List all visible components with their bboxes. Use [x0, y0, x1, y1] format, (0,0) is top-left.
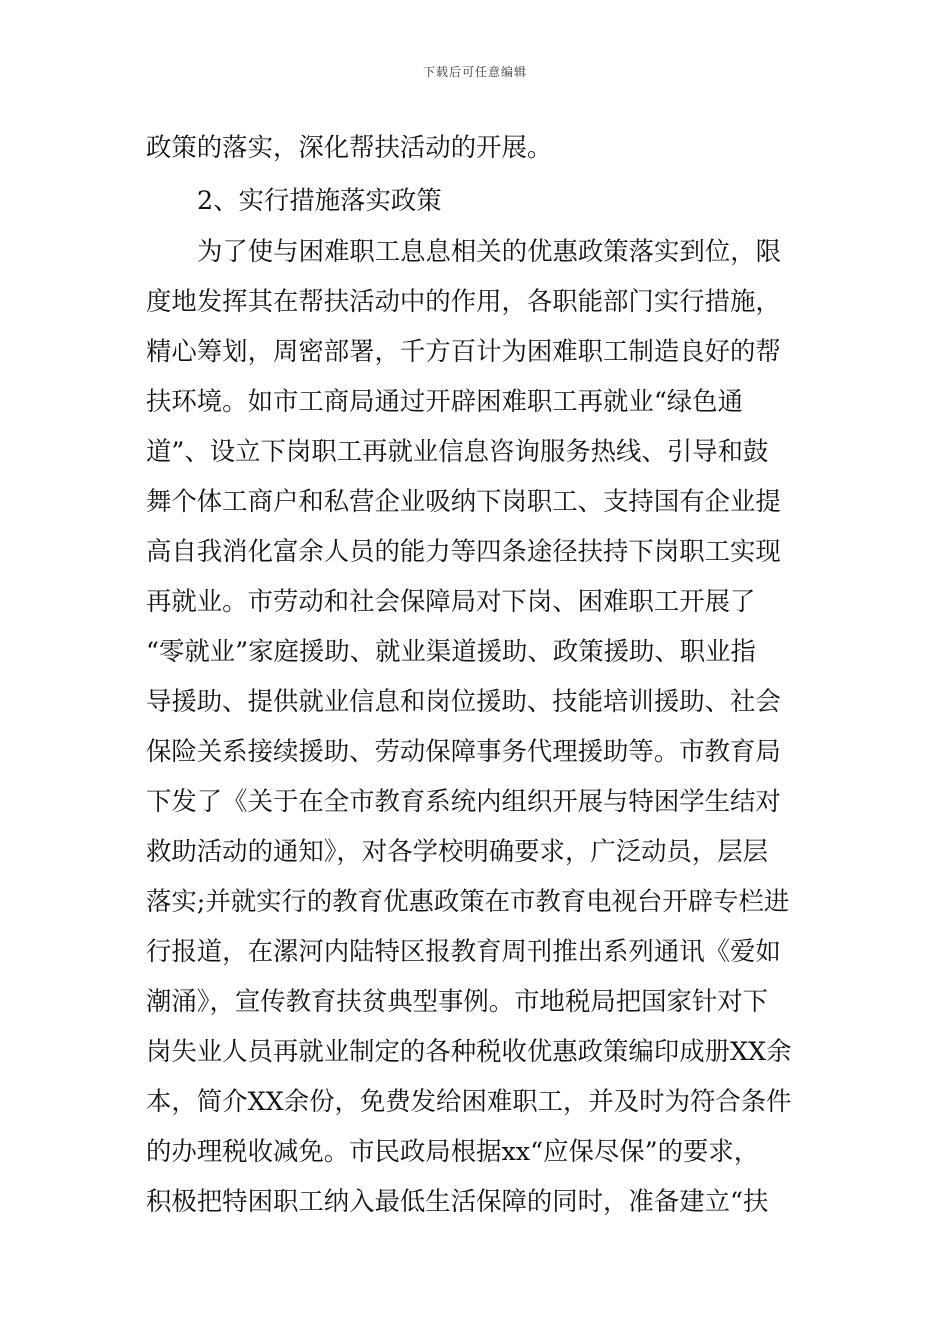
text-line: 行报道，在漯河内陆特区报教育周刊推出系列通讯《爱如: [146, 936, 781, 966]
text-line: 的办理税收减免。市民政局根据xx“应保尽保”的要求，: [146, 1136, 760, 1166]
text-line: 岗失业人员再就业制定的各种税收优惠政策编印成册XX余: [146, 1036, 792, 1066]
text-line: 导援助、提供就业信息和岗位援助、技能培训援助、社会: [146, 686, 781, 716]
text-line: 落实;并就实行的教育优惠政策在市教育电视台开辟专栏进: [146, 886, 790, 916]
text-line: 下发了《关于在全市教育系统内组织开展与特困学生结对: [146, 786, 781, 816]
text-line: 道”、设立下岗职工再就业信息咨询服务热线、引导和鼓: [146, 436, 769, 466]
text-line: 精心筹划，周密部署，千方百计为困难职工制造良好的帮: [146, 336, 781, 366]
text-line: 为了使与困难职工息息相关的优惠政策落实到位，限: [197, 236, 781, 266]
text-line: 保险关系接续援助、劳动保障事务代理援助等。市教育局: [146, 736, 781, 766]
text-line: 再就业。市劳动和社会保障局对下岗、困难职工开展了: [146, 586, 756, 616]
text-line: 积极把特困职工纳入最低生活保障的同时，准备建立“扶: [146, 1186, 769, 1216]
text-line: “零就业”家庭援助、就业渠道援助、政策援助、职业指: [146, 636, 756, 666]
text-line: 政策的落实，深化帮扶活动的开展。: [146, 132, 553, 162]
text-line: 度地发挥其在帮扶活动中的作用，各职能部门实行措施，: [146, 286, 781, 316]
text-line: 高自我消化富余人员的能力等四条途径扶持下岗职工实现: [146, 536, 781, 566]
text-line: 潮涌》，宣传教育扶贫典型事例。市地税局把国家针对下: [146, 986, 769, 1016]
text-line: 舞个体工商户和私营企业吸纳下岗职工、支持国有企业提: [146, 486, 781, 516]
text-line: 本，简介XX余份，免费发给困难职工，并及时为符合条件: [146, 1086, 792, 1116]
page-header: 下载后可任意编辑: [422, 65, 527, 79]
section-heading: 2、实行措施落实政策: [197, 185, 442, 215]
text-line: 扶环境。如市工商局通过开辟困难职工再就业“绿色通: [146, 386, 743, 416]
text-line: 救助活动的通知》，对各学校明确要求，广泛动员，层层: [146, 836, 769, 866]
